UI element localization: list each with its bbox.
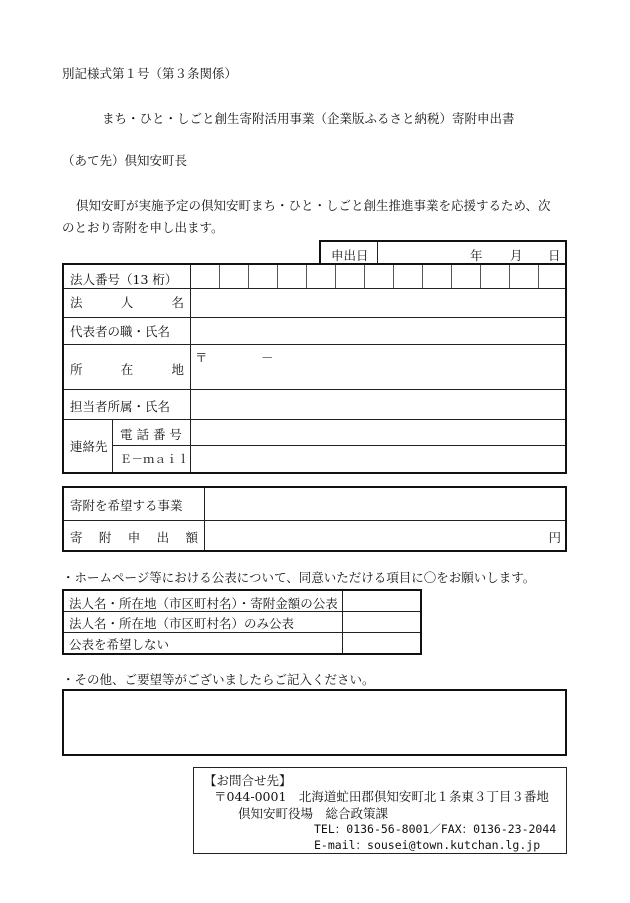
corp-name-field[interactable]: [191, 289, 565, 317]
digit-divider: [277, 265, 278, 288]
publication-option-3-check[interactable]: [343, 633, 420, 653]
postal-dash: －: [261, 350, 274, 365]
divider: [112, 420, 113, 472]
amount-field[interactable]: [205, 521, 565, 550]
application-date-row: [319, 240, 567, 264]
phone-field[interactable]: [191, 420, 565, 445]
form-number: 別記様式第１号（第３条関係）: [62, 66, 238, 81]
inquiry-address: 〒044-0001 北海道虻田郡倶知安町北１条東３丁目３番地: [214, 789, 549, 804]
inquiry-heading: 【お問合せ先】: [204, 773, 292, 788]
publication-note: ・ホームページ等における公表について、同意いただける項目に〇をお願いします。: [62, 570, 536, 585]
digit-divider: [480, 265, 481, 288]
inquiry-tel-fax: TEL：0136-56-8001／FAX：0136-23-2044: [314, 822, 557, 836]
digit-divider: [219, 265, 220, 288]
amount-unit: 円: [548, 530, 561, 545]
project-label: 寄附を希望する事業: [70, 498, 183, 513]
digit-divider: [538, 265, 539, 288]
publication-option-2: 法人名・所在地（市区町村名）のみ公表: [69, 616, 295, 631]
publication-option-2-check[interactable]: [343, 612, 420, 632]
corp-number-field[interactable]: [191, 265, 565, 288]
digit-divider: [422, 265, 423, 288]
intro-line-1: 倶知安町が実施予定の倶知安町まち・ひと・しごと創生推進事業を応援するため、次: [76, 198, 551, 213]
inquiry-email: E-mail：sousei@town.kutchan.lg.jp: [314, 838, 541, 852]
address-label: 所 在 地: [70, 362, 184, 377]
applicant-table: [62, 263, 567, 474]
publication-table: [62, 589, 422, 655]
digit-divider: [509, 265, 510, 288]
email-label: Ｅ－ｍａｉｌ: [120, 452, 189, 466]
amount-label: 寄 附 申 出 額: [70, 530, 198, 545]
comments-note: ・その他、ご要望等がございましたらご記入ください。: [62, 672, 375, 687]
digit-divider: [393, 265, 394, 288]
project-field[interactable]: [205, 488, 565, 520]
corp-number-label: 法人番号（13 桁）: [70, 272, 178, 287]
contact-person-label: 担当者所属・氏名: [70, 399, 171, 414]
digit-divider: [335, 265, 336, 288]
corp-name-label: 法 人 名: [70, 295, 184, 310]
digit-divider: [306, 265, 307, 288]
phone-label: 電 話 番 号: [120, 427, 182, 442]
digit-divider: [364, 265, 365, 288]
publication-option-1-check[interactable]: [343, 591, 420, 611]
email-field[interactable]: [191, 446, 565, 472]
comments-field[interactable]: [62, 689, 567, 756]
contact-person-field[interactable]: [191, 390, 565, 419]
contact-group-label: 連絡先: [70, 439, 108, 454]
publication-option-3: 公表を希望しない: [69, 637, 170, 652]
representative-label: 代表者の職・氏名: [70, 324, 171, 339]
inquiry-office: 倶知安町役場 総合政策課: [238, 806, 389, 821]
digit-divider: [451, 265, 452, 288]
representative-field[interactable]: [191, 318, 565, 344]
digit-divider: [248, 265, 249, 288]
donation-table: [62, 486, 567, 552]
intro-line-2: のとおり寄附を申し出ます。: [62, 220, 224, 235]
day-label: 日: [548, 248, 561, 263]
form-title: まち・ひと・しごと創生寄附活用事業（企業版ふるさと納税）寄附申出書: [102, 111, 515, 126]
application-date-field[interactable]: [378, 242, 566, 264]
publication-option-1: 法人名・所在地（市区町村名）・寄附金額の公表: [69, 596, 338, 611]
address-field[interactable]: [191, 345, 565, 389]
application-date-label: 申出日: [331, 248, 369, 263]
addressee: （あて先）倶知安町長: [62, 153, 188, 168]
postal-mark: 〒: [195, 350, 208, 365]
inquiry-box: [193, 767, 567, 854]
month-label: 月: [510, 248, 523, 263]
year-label: 年: [470, 248, 483, 263]
